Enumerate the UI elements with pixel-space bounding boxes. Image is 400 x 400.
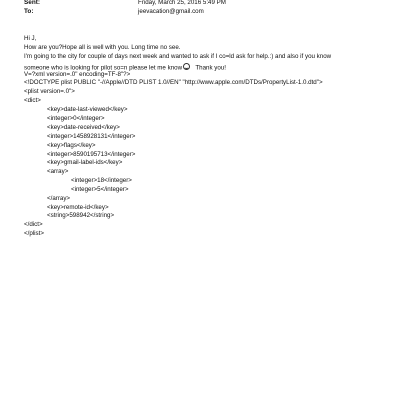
body-line: <array> [47, 168, 69, 175]
body-line: <key>date-received</key> [47, 124, 120, 131]
body-line: <integer>1458928131</integer> [47, 133, 136, 140]
body-line: <key>remote-id</key> [47, 204, 109, 211]
body-line: <string>598942</string> [47, 212, 115, 219]
greeting: Hi J, [24, 35, 37, 42]
thank-you-text: Thank you! [195, 64, 226, 72]
to-label: To: [24, 8, 34, 15]
sent-label: Sent: [24, 0, 40, 6]
body-line: </plist> [24, 230, 44, 237]
body-line: <integer>0</integer> [47, 115, 105, 122]
sent-value: Friday, March 25, 2016 5:49 PM [138, 0, 226, 6]
body-line: </array> [47, 195, 71, 202]
body-line: <key>gmail-label-ids</key> [47, 159, 123, 166]
body-line: <plist version=.0"> [24, 88, 75, 95]
body-line: <key>flags</key> [47, 142, 96, 149]
body-line: I'm going to the city for couple of days next week and wanted to ask if I co=ld ask for help.:) and also if you know [24, 53, 332, 60]
body-line-text: someone who is looking for pilot so=n please let me know [24, 64, 183, 72]
body-line: <integer>8590195713</integer> [47, 151, 136, 158]
to-value: jeevacation@gmail.com [138, 8, 204, 15]
body-line: <dict> [24, 97, 41, 104]
smiley-icon [183, 63, 190, 70]
body-line: <!DOCTYPE plist PUBLIC "-//Apple//DTD PLIST 1.0//EN" "http://www.apple.com/DTDs/PropertyList-1.0.dtd"> [24, 79, 323, 86]
body-line: <key>date-last-viewed</key> [47, 106, 128, 113]
body-line: <integer>5</integer> [71, 186, 129, 193]
body-line: How are you?Hope all is well with you. Long time no see. [24, 44, 181, 51]
body-line: </dict> [24, 221, 43, 228]
body-line: V=?xml version=.0" encoding=TF-8"?> [24, 71, 131, 78]
body-line: <integer>18</integer> [71, 177, 132, 184]
